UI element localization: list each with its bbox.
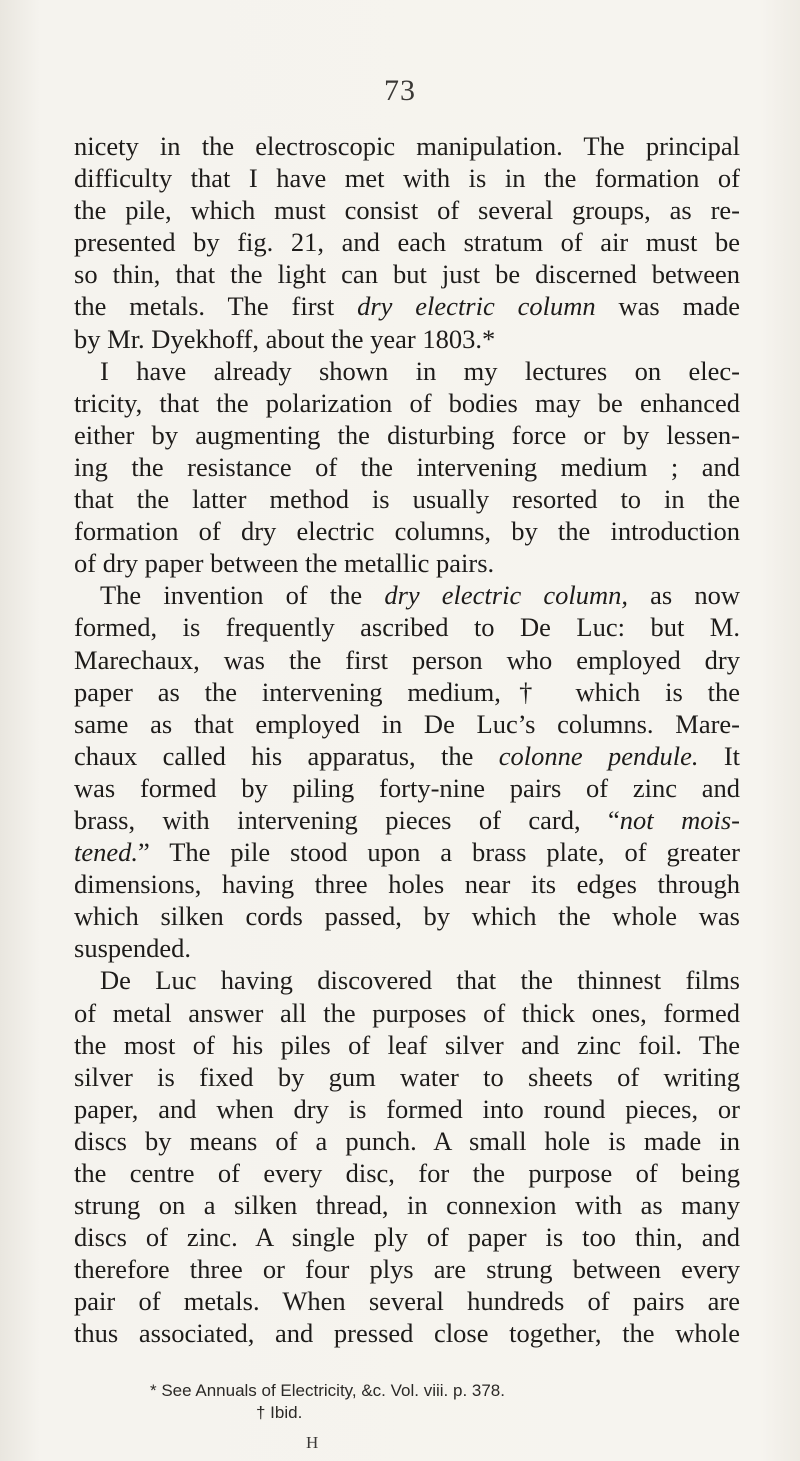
line-text: was made <box>595 291 740 322</box>
line-text: of metal answer all the purposes of thick ones, formed <box>74 997 740 1028</box>
line-text: discs by means of a punch. A small hole is made in <box>74 1125 740 1156</box>
text-line <box>74 419 740 451</box>
line-text: discs of zinc. A single ply of paper is too thin, and <box>74 1222 740 1253</box>
text-line <box>74 1029 740 1061</box>
footnotes <box>74 1380 740 1424</box>
italic-phrase: tened. <box>74 837 139 868</box>
text-line <box>74 1189 740 1221</box>
line-text: strung on a silken thread, in connexion with as many <box>74 1190 740 1221</box>
text-line <box>74 1061 740 1093</box>
line-text: The invention of the <box>100 580 385 611</box>
line-text: paper, and when dry is formed into round pieces, or <box>74 1093 740 1124</box>
line-text: was formed by piling forty-nine pairs of zinc and <box>74 772 740 803</box>
text-line <box>74 323 740 355</box>
text-line <box>74 226 740 258</box>
line-text: Marechaux, was the first person who employed dry <box>74 644 740 675</box>
line-text: dimensions, having three holes near its edges through <box>74 869 740 900</box>
italic-phrase: dry electric column <box>357 291 596 322</box>
line-text: as now <box>628 580 740 611</box>
text-line <box>74 964 740 996</box>
line-text: the metals. The first <box>74 291 358 322</box>
line-text: ” The pile stood upon a brass plate, of greater <box>138 837 740 868</box>
line-text: presented by fig. 21, and each stratum of air must be <box>74 227 740 258</box>
text-line <box>74 290 740 322</box>
text-line <box>74 644 740 676</box>
footnote-2: † Ibid. <box>256 1403 303 1422</box>
line-text: tricity, that the polarization of bodies may be enhanced <box>74 387 740 418</box>
line-text: I have already shown in my lectures on elec- <box>100 355 740 386</box>
line-text: pair of metals. When several hundreds of pairs are <box>74 1286 740 1317</box>
text-line <box>74 1285 740 1317</box>
text-line <box>74 483 740 515</box>
line-text: therefore three or four plys are strung between every <box>74 1254 740 1285</box>
line-text: same as that employed in De Luc’s columns. Mare- <box>74 708 740 739</box>
text-line <box>74 708 740 740</box>
text-line <box>74 162 740 194</box>
text-line <box>74 355 740 387</box>
text-line <box>74 1317 740 1349</box>
line-text: by Mr. Dyekhoff, about the year 1803.* <box>74 323 496 354</box>
line-text: the centre of every disc, for the purpose of being <box>74 1158 740 1188</box>
text-line <box>74 1125 740 1157</box>
footnote-1: * See Annuals of Electricity, &c. Vol. viii. p. 378. <box>150 1381 505 1400</box>
text-line <box>74 451 740 483</box>
line-text: nicety in the electroscopic manipulation. The principal <box>74 131 740 161</box>
text-line <box>74 932 740 964</box>
text-line <box>74 868 740 900</box>
line-text: either by augmenting the disturbing force or by lessen- <box>74 419 740 450</box>
text-line <box>74 1093 740 1125</box>
text-line <box>74 804 740 836</box>
italic-phrase: dry electric column, <box>384 580 628 611</box>
line-text: formation of dry electric columns, by the introduction <box>74 516 740 547</box>
text-line <box>74 740 740 772</box>
text-line <box>74 547 740 579</box>
line-text: formed, is frequently ascribed to De Luc: but M. <box>74 612 740 643</box>
text-line <box>74 676 740 708</box>
line-text: of dry paper between the metallic pairs. <box>74 548 495 579</box>
signature-mark: H <box>306 1433 319 1452</box>
italic-phrase: not mois- <box>619 804 740 835</box>
page-number: 73 <box>384 74 416 107</box>
text-line <box>74 579 740 611</box>
body-text <box>74 130 740 1350</box>
line-text: the most of his piles of leaf silver and zinc foil. The <box>74 1029 740 1060</box>
text-line <box>74 900 740 932</box>
text-line <box>74 194 740 226</box>
text-line <box>74 772 740 804</box>
line-text: silver is fixed by gum water to sheets of writing <box>74 1061 740 1092</box>
text-line <box>74 611 740 643</box>
text-line <box>74 1157 740 1189</box>
line-text: suspended. <box>74 933 192 964</box>
text-line <box>74 258 740 290</box>
text-line <box>74 997 740 1029</box>
line-text: the pile, which must consist of several groups, as re- <box>74 195 740 226</box>
line-text: difficulty that I have met with is in the formation of <box>74 163 740 194</box>
text-line <box>74 1253 740 1285</box>
line-text: paper as the intervening medium,† which is the <box>74 676 740 707</box>
line-text: ing the resistance of the intervening medium ; and <box>74 451 740 482</box>
line-text: chaux called his apparatus, the <box>74 740 499 771</box>
line-text: thus associated, and pressed close together, the whole <box>74 1318 740 1349</box>
line-text: so thin, that the light can but just be discerned between <box>74 259 740 290</box>
line-text: De Luc having discovered that the thinnest films <box>100 965 740 996</box>
text-line <box>74 836 740 868</box>
italic-phrase: colonne pendule. <box>498 740 699 771</box>
text-line <box>74 387 740 419</box>
text-line <box>74 1221 740 1253</box>
text-line <box>74 130 740 162</box>
line-text: that the latter method is usually resorted to in the <box>74 484 740 515</box>
line-text: brass, with intervening pieces of card, “ <box>74 804 620 835</box>
text-line <box>74 515 740 547</box>
line-text: It <box>698 740 740 771</box>
line-text: which silken cords passed, by which the whole was <box>74 901 740 932</box>
